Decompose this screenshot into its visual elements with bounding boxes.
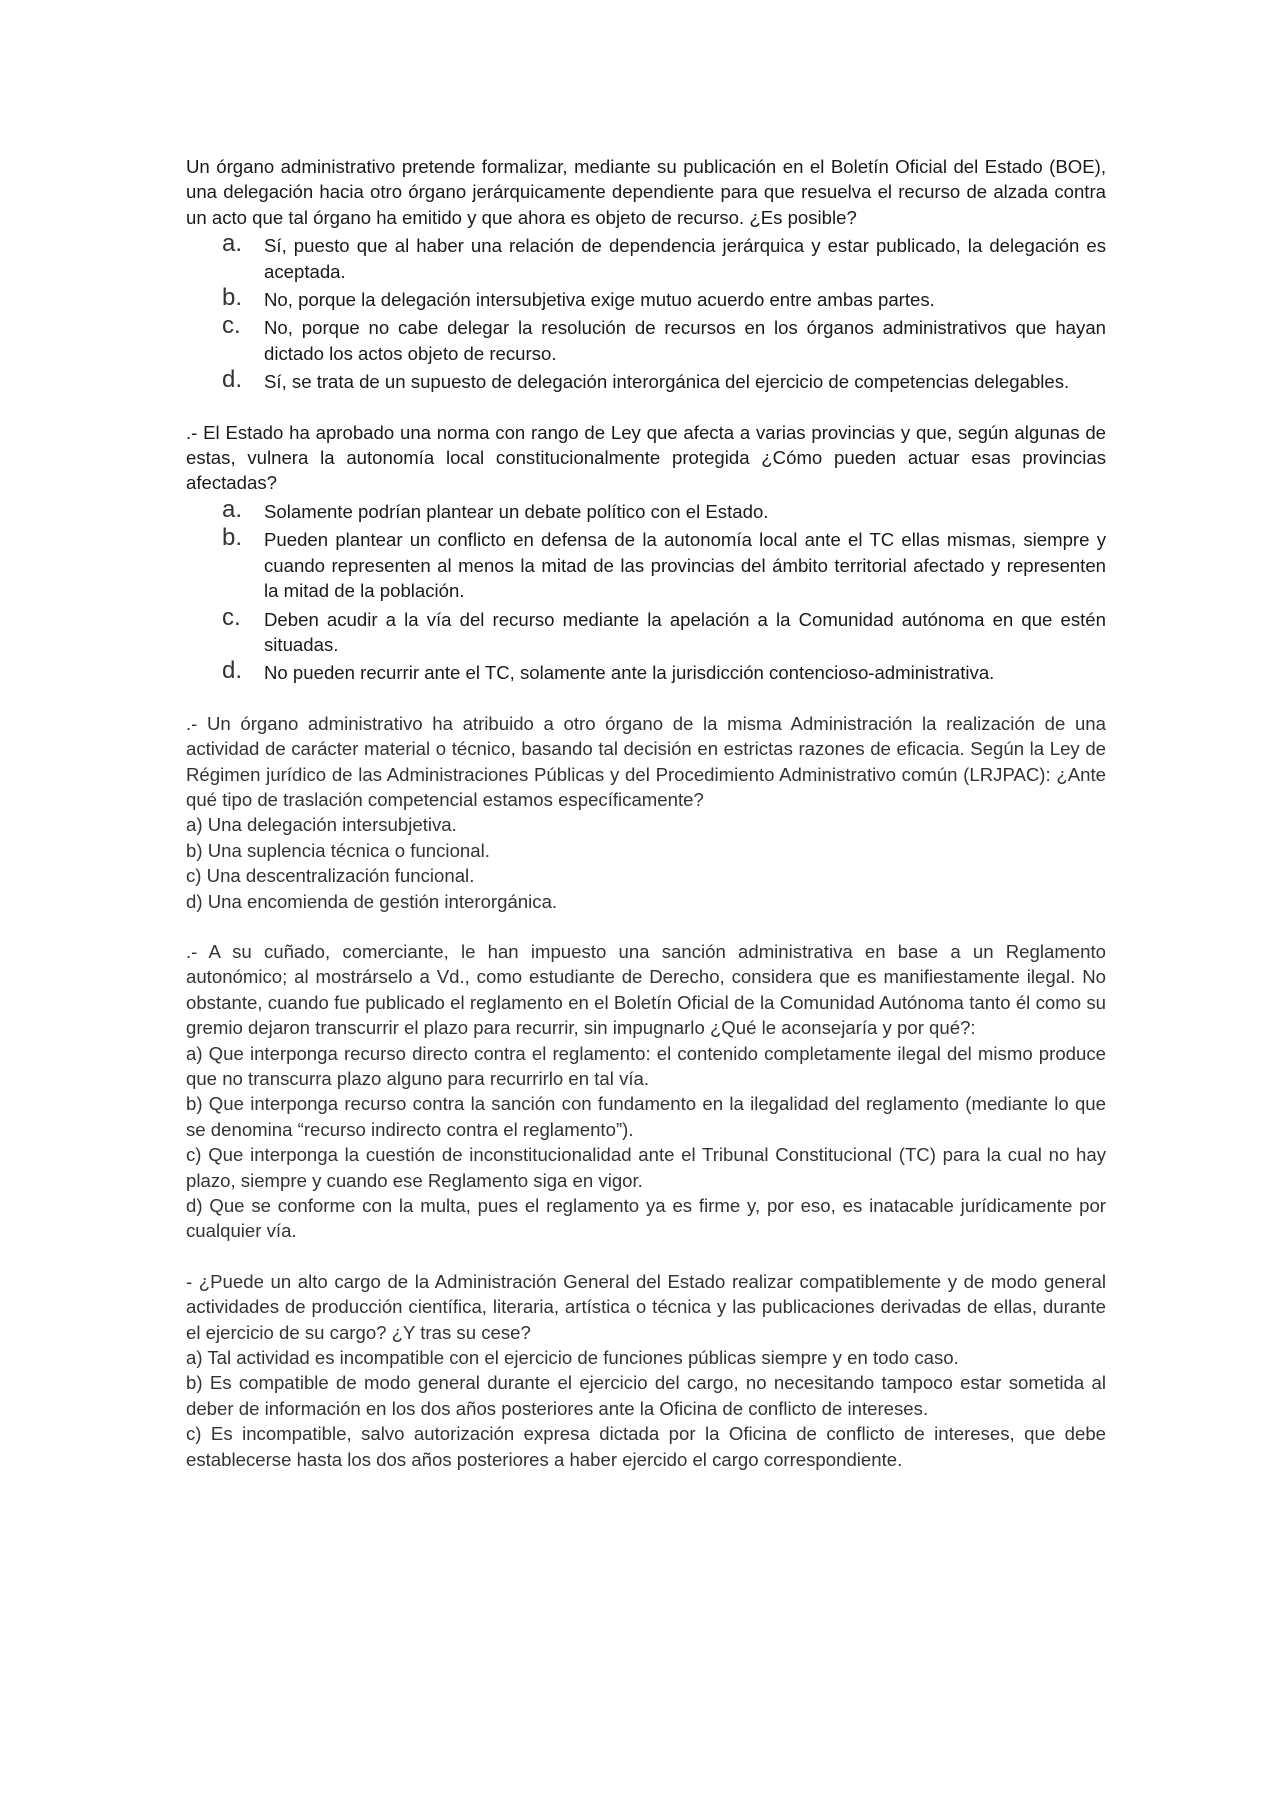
option-a [186,230,1106,284]
option-marker: c. [222,312,241,340]
question-stem: .- A su cuñado, comerciante, le han impuesto una sanción administrativa en base a un Reglamento autonómico; al mostrárselo a Vd., como estudiante de Derecho, considera que es manifiestamente ilegal. No obstante, cuando fue publicado el reglamento en el Boletín Oficial de la Comunidad Autónoma tanto él como su gremio dejaron transcurrir el plazo para recurrir, sin impugnarlo ¿Qué le aconsejaría y por qué?: [186,940,1106,1039]
option-list [186,230,1106,394]
question-2 [186,420,1106,686]
option-text: Sí, se trata de un supuesto de delegación interorgánica del ejercicio de competencias delegables. [264,371,1070,393]
option-d [186,366,1106,394]
question-4 [186,939,1106,1244]
option-marker: a. [222,495,243,523]
option-c: c) Una descentralización funcional. [186,865,475,887]
question-stem: .- Un órgano administrativo ha atribuido a otro órgano de la misma Administración la realización de una actividad de carácter material o técnico, basando tal decisión en estrictas razones de eficacia. Según la Ley de Régimen jurídico de las Administraciones Públicas y del Procedimiento Administrativo común (LRJPAC): ¿Ante qué tipo de traslación competencial estamos específicamente? [186,712,1106,810]
option-c [186,312,1106,366]
question-3 [186,711,1106,914]
option-marker: d. [222,366,243,394]
option-a [186,495,1106,524]
question-stem: Un órgano administrativo pretende formalizar, mediante su publicación en el Boletín Oficial del Estado (BOE), una delegación hacia otro órgano jerárquicamente dependiente para que resuelva el recurso de alzada contra un acto que tal órgano ha emitido y que ahora es objeto de recurso. ¿Es posible? [186,156,1106,228]
option-a: a) Que interponga recurso directo contra el reglamento: el contenido completamente ilegal del mismo produce que no transcurra plazo alguno para recurrirlo en tal vía. [186,1042,1106,1089]
option-text: Deben acudir a la vía del recurso mediante la apelación a la Comunidad autónoma en que estén situadas. [264,608,1106,655]
option-b: b) Que interponga recurso contra la sanción con fundamento en la ilegalidad del reglamento (mediante lo que se denomina “recurso indirecto contra el reglamento”). [186,1093,1106,1140]
option-c: c) Que interponga la cuestión de inconstitucionalidad ante el Tribunal Constitucional (TC) para la cual no hay plazo, siempre y cuando ese Reglamento siga en vigor. [186,1144,1106,1191]
option-text: No, porque no cabe delegar la resolución de recursos en los órganos administrativos que hayan dictado los actos objeto de recurso. [264,317,1106,364]
option-text: No, porque la delegación intersubjetiva exige mutuo acuerdo entre ambas partes. [264,289,935,311]
option-list [186,495,1106,686]
option-marker: a. [222,230,243,258]
option-marker: b. [222,284,243,312]
question-stem: - ¿Puede un alto cargo de la Administración General del Estado realizar compatiblemente y de modo general actividades de producción científica, literaria, artística o técnica y las publicaciones derivadas de ellas, durante el ejercicio de su cargo? ¿Y tras su cese? [186,1270,1106,1343]
option-text: Pueden plantear un conflicto en defensa de la autonomía local ante el TC ellas mismas, siempre y cuando representen al menos la mitad de las provincias del ámbito territorial afectado y representen la mitad de la población. [264,529,1106,602]
option-d: d) Una encomienda de gestión interorgánica. [186,890,558,912]
option-d: d) Que se conforme con la multa, pues el reglamento ya es firme y, por eso, es inatacable jurídicamente por cualquier vía. [186,1195,1106,1242]
option-a: a) Tal actividad es incompatible con el ejercicio de funciones públicas siempre y en todo caso. [186,1347,959,1369]
option-text: Sí, puesto que al haber una relación de dependencia jerárquica y estar publicado, la delegación es aceptada. [264,235,1106,282]
option-b: b) Es compatible de modo general durante el ejercicio del cargo, no necesitando tampoco estar sometida al deber de información en los dos años posteriores ante la Oficina de conflicto de intereses. [186,1372,1106,1419]
option-b: b) Una suplencia técnica o funcional. [186,839,490,861]
document-body [186,154,1106,1497]
option-text: No pueden recurrir ante el TC, solamente ante la jurisdicción contencioso-administrativa. [264,662,995,684]
question-stem: .- El Estado ha aprobado una norma con rango de Ley que afecta a varias provincias y que, según algunas de estas, vulnera la autonomía local constitucionalmente protegida ¿Cómo pueden actuar esas provincias afectadas? [186,421,1106,494]
option-b [186,284,1106,312]
option-d [186,657,1106,685]
option-text: Solamente podrían plantear un debate político con el Estado. [264,500,769,522]
option-marker: b. [222,524,243,552]
option-a: a) Una delegación intersubjetiva. [186,814,457,836]
question-1 [186,154,1106,395]
option-b [186,524,1106,603]
option-c [186,603,1106,658]
option-marker: c. [222,603,241,631]
question-5 [186,1269,1106,1472]
option-c: c) Es incompatible, salvo autorización expresa dictada por la Oficina de conflicto de intereses, que debe establecerse hasta los dos años posteriores a haber ejercido el cargo correspondiente. [186,1423,1106,1470]
option-marker: d. [222,657,243,685]
